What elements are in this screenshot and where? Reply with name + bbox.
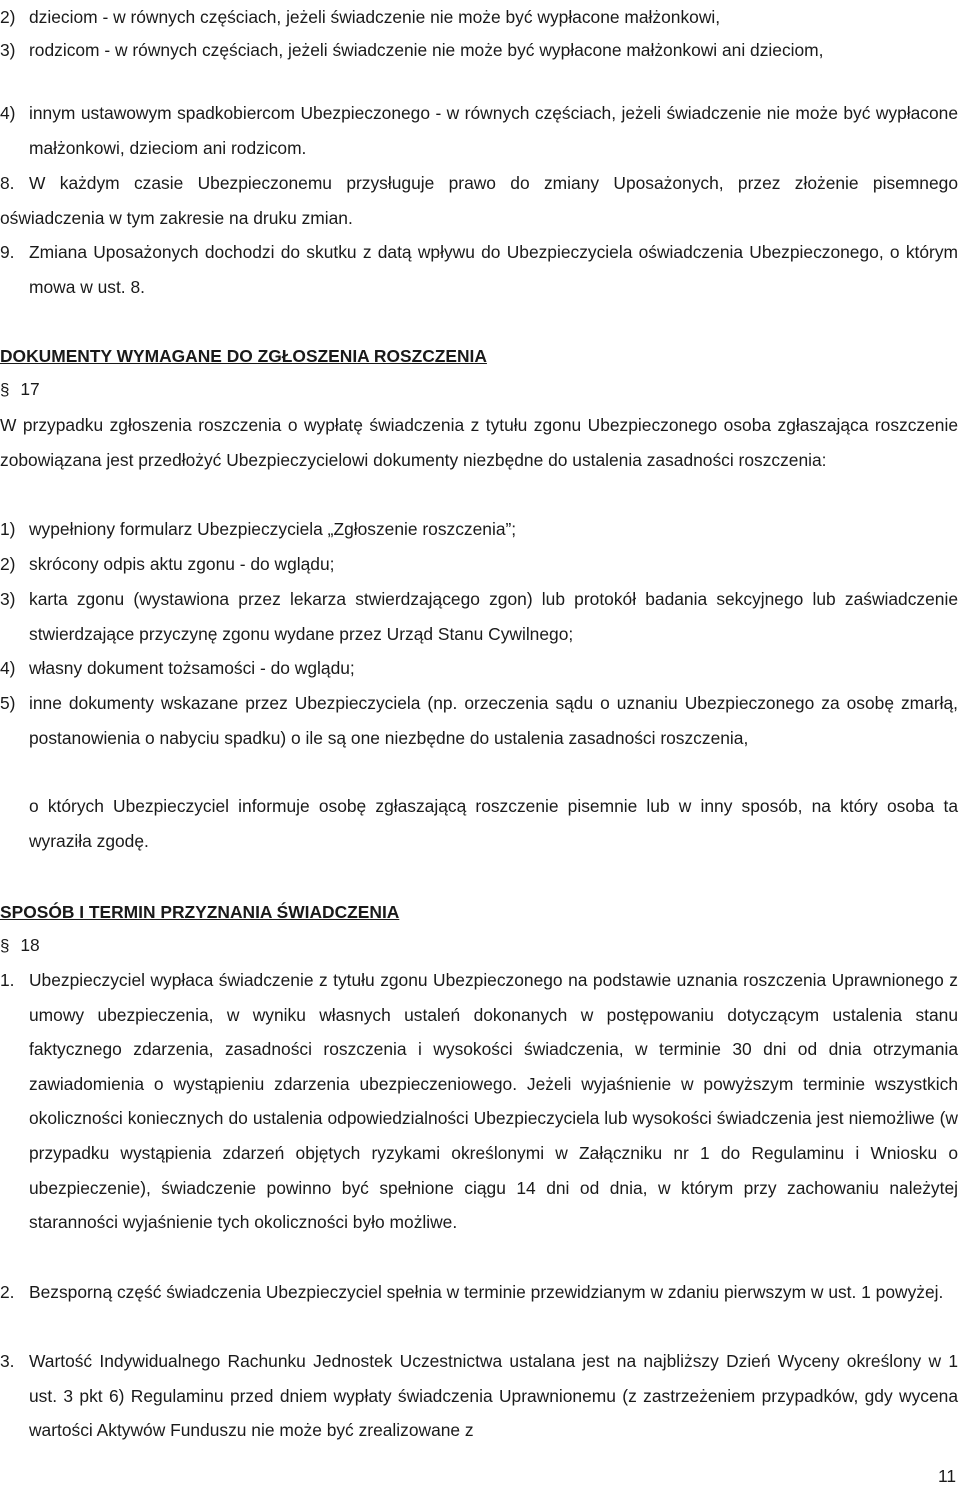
list-item [0,33,958,68]
numbered-paragraph [0,1275,958,1310]
section-number: 17 [20,379,40,399]
list-item [0,547,958,582]
list-closing [29,789,958,858]
list-item-text: rodzicom - w równych częściach, jeżeli świadczenie nie może być wypłacone małżonkowi ani dzieciom, [29,40,824,60]
list-item-number: 2) [0,554,16,574]
list-item [0,582,958,651]
paragraph-number: 3. [0,1351,15,1371]
section-sign-icon: § [0,380,10,399]
list-item-number: 2) [0,7,16,27]
paragraph-text: Zmiana Uposażonych dochodzi do skutku z datą wpływu do Ubezpieczyciela oświadczenia Ubezpieczonego, o którym mowa w ust. 8. [29,242,958,297]
list-item-text: inne dokumenty wskazane przez Ubezpieczyciela (np. orzeczenia sądu o uznaniu Ubezpieczonego za osobę zmarłą, postanowienia o nabyciu spadku) o ile są one niezbędne do ustalenia zasadności roszczenia, [29,693,958,748]
page-number: 11 [937,1466,956,1486]
list-item [0,0,958,35]
numbered-paragraph [0,166,958,235]
list-item-text: skrócony odpis aktu zgonu - do wglądu; [29,554,335,574]
section-intro-text: W przypadku zgłoszenia roszczenia o wypłatę świadczenia z tytułu zgonu Ubezpieczonego osoba zgłaszająca roszczenie zobowiązana jest przedłożyć Ubezpieczycielowi dokumenty niezbędne do ustalenia zasadności roszczenia: [0,415,958,470]
list-item-number: 1) [0,519,16,539]
paragraph-number: 8. [0,173,15,193]
paragraph-text: Ubezpieczyciel wypłaca świadczenie z tytułu zgonu Ubezpieczonego na podstawie uznania roszczenia Uprawnionego z umowy ubezpieczenia, w wyniku własnych ustaleń dokonanych w postępowaniu dotyczącym ustalenia stanu faktycznego zdarzenia, zasadności roszczenia i wysokości świadczenia, w terminie 30 dni od dnia otrzymania zawiadomienia o wystąpieniu zdarzenia ubezpieczeniowego. Jeżeli wyjaśnienie w powyższym terminie wszystkich okoliczności koniecznych do ustalenia odpowiedzialności Ubezpieczyciela lub wysokości świadczenia jest niemożliwe (w przypadku wystąpienia zdarzeń objętych ryzykami określonymi w Załączniku nr 1 do Regulaminu i Wniosku o ubezpieczenie), świadczenie powinno być spełnione ciągu 14 dni od dnia, w którym przy zachowaniu należytej staranności wyjaśnienie tych okoliczności było możliwe. [29,970,958,1233]
section-heading-text: SPOSÓB I TERMIN PRZYZNANIA ŚWIADCZENIA [0,902,400,922]
list-item [0,686,958,755]
numbered-paragraph [0,963,958,1240]
paragraph-text: Bezsporną część świadczenia Ubezpieczyciel spełnia w terminie przewidzianym w zdaniu pierwszym w ust. 1 powyżej. [29,1282,944,1302]
list-item-text: dzieciom - w równych częściach, jeżeli świadczenie nie może być wypłacone małżonkowi, [29,7,721,27]
paragraph-marker [0,372,40,407]
section-heading [0,895,958,929]
list-item [0,512,958,547]
list-item-text: innym ustawowym spadkobiercom Ubezpieczonego - w równych częściach, jeżeli świadczenie nie może być wypłacone małżonkowi, dzieciom ani rodzicom. [29,103,958,158]
list-item-number: 3) [0,589,16,609]
list-closing-text: o których Ubezpieczyciel informuje osobę zgłaszającą roszczenie pisemnie lub w inny sposób, na który osoba ta wyraziła zgodę. [29,796,958,851]
numbered-paragraph [0,235,958,304]
list-item-number: 4) [0,658,16,678]
paragraph-text: Wartość Indywidualnego Rachunku Jednostek Uczestnictwa ustalana jest na najbliższy Dzień Wyceny określony w 1 ust. 3 pkt 6) Regulaminu przed dniem wypłaty świadczenia Uprawnionemu (z zastrzeżeniem przypadków, gdy wycena wartości Aktywów Funduszu nie może być zrealizowane z [29,1351,958,1441]
list-item [0,651,958,686]
numbered-paragraph [0,1344,958,1448]
list-item-text: własny dokument tożsamości - do wglądu; [29,658,355,678]
paragraph-number: 1. [0,970,15,990]
section-heading-text: DOKUMENTY WYMAGANE DO ZGŁOSZENIA ROSZCZENIA [0,346,487,366]
list-item-text: karta zgonu (wystawiona przez lekarza stwierdzającego zgon) lub protokół badania sekcyjnego lub zaświadczenie stwierdzające przyczynę zgonu wydane przez Urząd Stanu Cywilnego; [29,589,958,644]
list-item-number: 5) [0,693,16,713]
paragraph-number: 9. [0,242,15,262]
list-item-number: 3) [0,40,16,60]
paragraph-text: W każdym czasie Ubezpieczonemu przysługuje prawo do zmiany Uposażonych, przez złożenie pisemnego oświadczenia w tym zakresie na druku zmian. [0,173,958,228]
section-number: 18 [20,935,40,955]
list-item-text: wypełniony formularz Ubezpieczyciela „Zgłoszenie roszczenia”; [29,519,517,539]
section-sign-icon: § [0,936,10,955]
section-heading [0,339,958,373]
paragraph-marker [0,928,40,963]
section-intro [0,408,958,477]
paragraph-number: 2. [0,1282,15,1302]
list-item [0,96,958,165]
list-item-number: 4) [0,103,16,123]
